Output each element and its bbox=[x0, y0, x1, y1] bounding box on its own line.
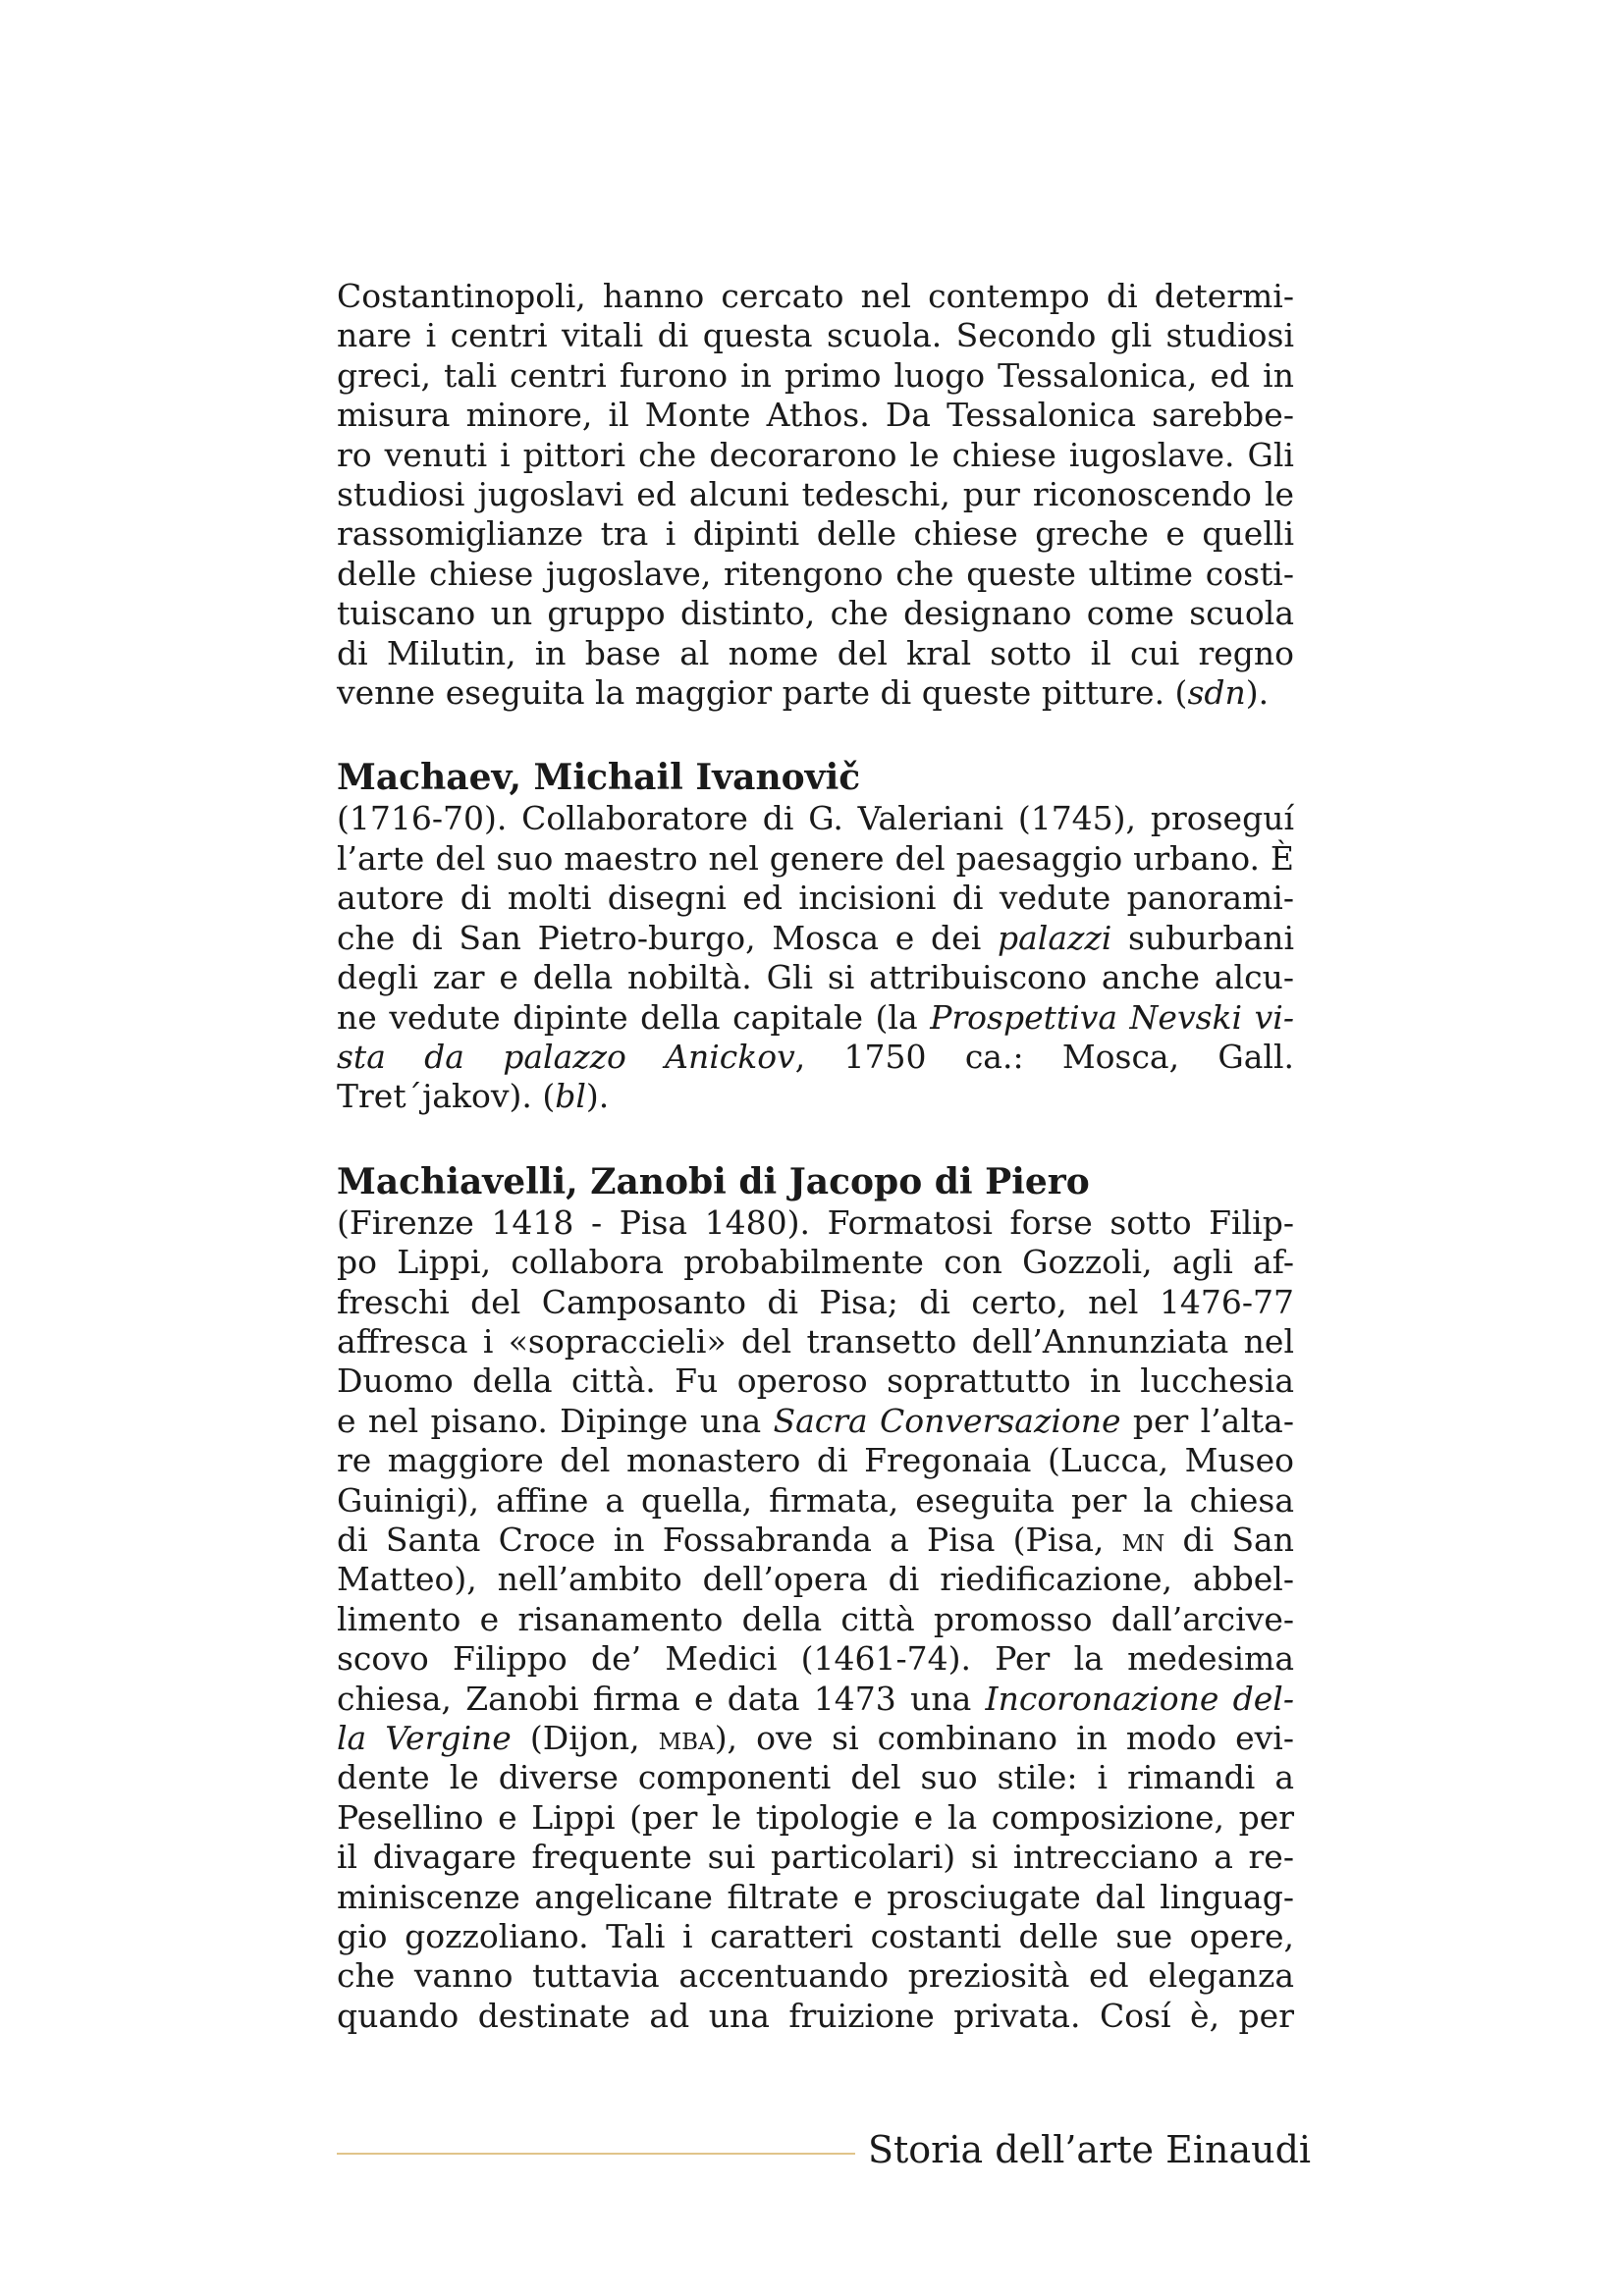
author-initials: bl bbox=[555, 1077, 586, 1116]
text-line: che vanno tuttavia accentuando preziosità ed eleganza bbox=[337, 1956, 1294, 1996]
text-line: dente le diverse componenti del suo stile: i rimandi a bbox=[337, 1758, 1294, 1797]
text-line: degli zar e della nobiltà. Gli si attribuiscono anche alcu- bbox=[337, 958, 1294, 997]
text-line: ro venuti i pittori che decorarono le chiese iugoslave. Gli bbox=[337, 435, 1294, 474]
text-run: ). bbox=[1245, 673, 1270, 713]
text-line: Costantinopoli, hanno cercato nel contempo di determi- bbox=[337, 277, 1294, 315]
text-column bbox=[337, 277, 1294, 2036]
text-run: che di San Pietro-burgo, Mosca e dei bbox=[337, 918, 998, 957]
author-initials: sdn bbox=[1187, 673, 1246, 713]
text-run: e nel pisano. Dipinge una bbox=[337, 1401, 774, 1440]
text-line: freschi del Camposanto di Pisa; di certo, nel 1476-77 bbox=[337, 1282, 1294, 1321]
text-line bbox=[337, 1038, 1294, 1077]
text-line: Guinigi), affine a quella, firmata, eseguita per la chiesa bbox=[337, 1480, 1294, 1520]
artwork-title: sta da palazzo Anickov bbox=[337, 1037, 795, 1076]
footer-rule bbox=[337, 2153, 855, 2155]
text-line: (Firenze 1418 - Pisa 1480). Formatosi forse sotto Filip- bbox=[337, 1202, 1294, 1242]
text-line: Matteo), nell’ambito dell’opera di riedificazione, abbel- bbox=[337, 1560, 1294, 1599]
text-line: nare i centri vitali di questa scuola. Secondo gli studiosi bbox=[337, 316, 1294, 355]
entry-heading-machaev: Machaev, Michail Ivanovič bbox=[337, 757, 861, 799]
text-line: Duomo della città. Fu operoso soprattutto in lucchesia bbox=[337, 1362, 1294, 1401]
text-run: chiesa, Zanobi firma e data 1473 una bbox=[337, 1679, 986, 1718]
entry-body-machaev bbox=[337, 799, 1294, 1116]
text-line: delle chiese jugoslave, ritengono che queste ultime costi- bbox=[337, 554, 1294, 593]
artwork-title: la Vergine bbox=[337, 1719, 512, 1757]
text-run: ne vedute dipinte della capitale (la bbox=[337, 997, 931, 1037]
text-line: di Milutin, in base al nome del kral sotto il cui regno bbox=[337, 633, 1294, 672]
text-line bbox=[337, 1521, 1294, 1560]
intro-paragraph bbox=[337, 277, 1294, 713]
artwork-title: Prospettiva Nevski vi- bbox=[930, 997, 1294, 1037]
text-line: miniscenze angelicane filtrate e prosciugate dal linguag- bbox=[337, 1877, 1294, 1916]
text-line: (1716-70). Collaboratore di G. Valeriani (1745), proseguí bbox=[337, 799, 1294, 838]
entry-heading-machiavelli: Machiavelli, Zanobi di Jacopo di Piero bbox=[337, 1160, 1090, 1202]
text-line: greci, tali centri furono in primo luogo Tessalonica, ed in bbox=[337, 355, 1294, 395]
text-line bbox=[337, 919, 1294, 958]
text-line bbox=[337, 1402, 1294, 1441]
footer-title: Storia dell’arte Einaudi bbox=[868, 2128, 1312, 2171]
text-line: autore di molti disegni ed incisioni di vedute panorami- bbox=[337, 879, 1294, 918]
museum-abbreviation: mn bbox=[1121, 1520, 1165, 1559]
text-run: di Santa Croce in Fossabranda a Pisa (Pisa, bbox=[337, 1520, 1122, 1559]
text-run: (Dijon, bbox=[511, 1719, 659, 1757]
text-run: ). bbox=[585, 1077, 610, 1116]
text-line: re maggiore del monastero di Fregonaia (Lucca, Museo bbox=[337, 1441, 1294, 1480]
text-line: tuiscano un gruppo distinto, che designano come scuola bbox=[337, 594, 1294, 633]
text-line bbox=[337, 1719, 1294, 1758]
entry-body-machiavelli bbox=[337, 1203, 1294, 2037]
text-line: l’arte del suo maestro nel genere del paesaggio urbano. È bbox=[337, 838, 1294, 878]
text-line: scovo Filippo de’ Medici (1461-74). Per la medesima bbox=[337, 1639, 1294, 1679]
text-run: suburbani bbox=[1111, 918, 1294, 957]
text-run: di San bbox=[1164, 1520, 1294, 1559]
text-line: misura minore, il Monte Athos. Da Tessalonica sarebbe- bbox=[337, 396, 1294, 435]
text-line: limento e risanamento della città promosso dall’arcive- bbox=[337, 1599, 1294, 1638]
text-line: Pesellino e Lippi (per le tipologie e la composizione, per bbox=[337, 1797, 1294, 1837]
text-line: gio gozzoliano. Tali i caratteri costanti delle sue opere, bbox=[337, 1917, 1294, 1956]
italic-term: palazzi bbox=[997, 918, 1112, 957]
text-line: il divagare frequente sui particolari) si intrecciano a re- bbox=[337, 1838, 1294, 1877]
text-line: quando destinate ad una fruizione privata. Cosí è, per bbox=[337, 1996, 1294, 2035]
text-run: ), ove si combinano in modo evi- bbox=[714, 1719, 1294, 1757]
text-line: studiosi jugoslavi ed alcuni tedeschi, pur riconoscendo le bbox=[337, 475, 1294, 514]
text-line: affresca i «sopraccieli» del transetto dell’Annunziata nel bbox=[337, 1321, 1294, 1361]
artwork-title: Incoronazione del- bbox=[985, 1679, 1294, 1718]
text-line: rassomiglianze tra i dipinti delle chiese greche e quelli bbox=[337, 514, 1294, 554]
museum-abbreviation: mba bbox=[658, 1719, 715, 1757]
text-run: venne eseguita la maggior parte di queste pitture. ( bbox=[337, 673, 1188, 713]
text-line: po Lippi, collabora probabilmente con Gozzoli, agli af- bbox=[337, 1243, 1294, 1282]
text-line bbox=[337, 1077, 1294, 1116]
text-line bbox=[337, 998, 1294, 1038]
text-line bbox=[337, 1680, 1294, 1719]
text-run: , 1750 ca.: Mosca, Gall. bbox=[794, 1037, 1294, 1076]
text-line bbox=[337, 673, 1294, 713]
artwork-title: Sacra Conversazione bbox=[773, 1401, 1121, 1440]
text-run: Tret´jakov). ( bbox=[337, 1077, 556, 1116]
text-run: per l’alta- bbox=[1120, 1401, 1294, 1440]
